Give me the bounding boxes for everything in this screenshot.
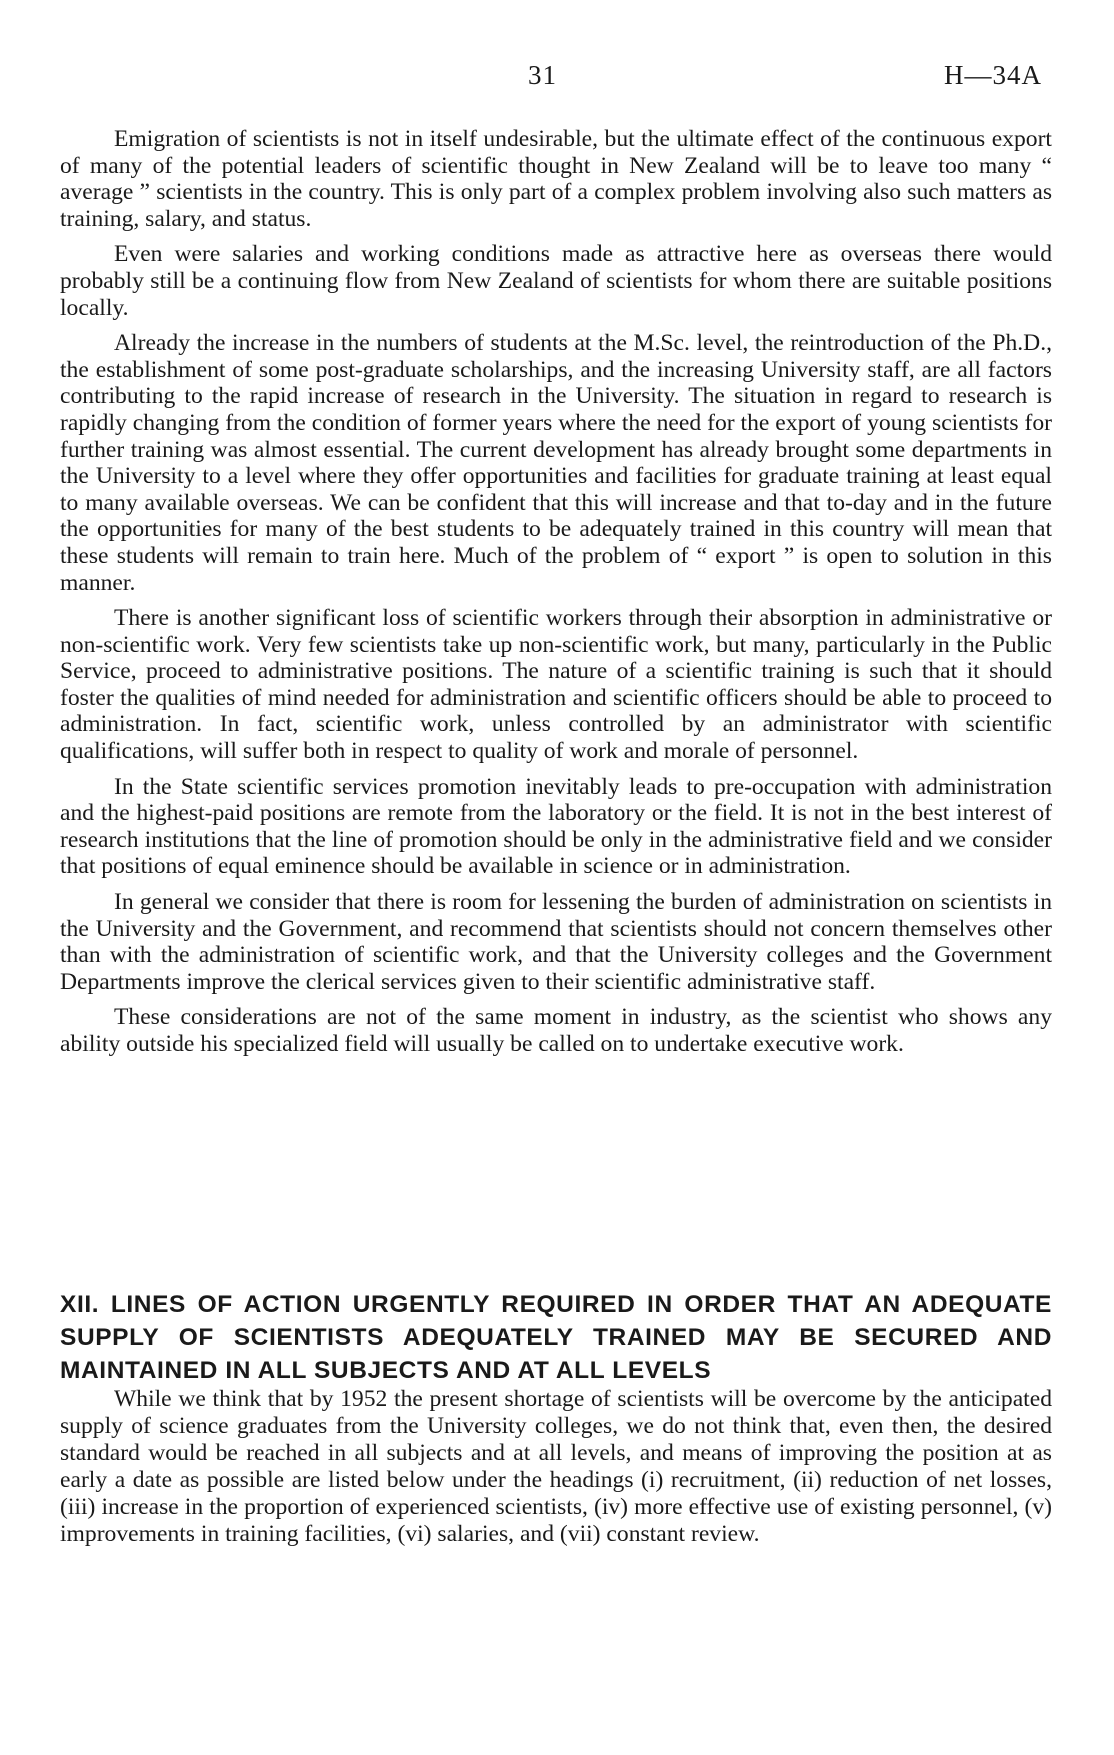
page-number: 31 xyxy=(528,60,557,90)
body-text xyxy=(60,126,1052,1067)
paragraph: In general we consider that there is room for lessening the burden of administration on scientists in the University and the Government, and recommend that scientists should not concern themselves other than with the administration of scientific work, and that the University colleges and the Government Departments improve the clerical services given to their scientific administrative staff. xyxy=(60,889,1052,995)
paragraph: There is another significant loss of scientific workers through their absorption in administrative or non-scientific work. Very few scientists take up non-scientific work, but many, particularly in the Public Service, proceed to administrative positions. The nature of a scientific training is such that it should foster the qualities of mind needed for administration and scientific officers should be able to proceed to administration. In fact, scientific work, unless controlled by an administrator with scientific qualifications, will suffer both in respect to quality of work and morale of personnel. xyxy=(60,605,1052,765)
section-body xyxy=(60,1386,1052,1557)
document-reference: H—34A xyxy=(944,60,1042,90)
paragraph: These considerations are not of the same moment in industry, as the scientist who shows any ability outside his specialized field will usually be called on to undertake executive work. xyxy=(60,1004,1052,1057)
paragraph: Even were salaries and working conditions made as attractive here as overseas there would probably still be a continuing flow from New Zealand of scientists for whom there are suitable positions locally. xyxy=(60,241,1052,321)
paragraph: Emigration of scientists is not in itself undesirable, but the ultimate effect of the continuous export of many of the potential leaders of scientific thought in New Zealand will be to leave too many “ average ” scientists in the country. This is only part of a complex problem involving also such matters as training, salary, and status. xyxy=(60,126,1052,232)
paragraph: In the State scientific services promotion inevitably leads to pre-occupation with administration and the highest-paid positions are remote from the laboratory or the field. It is not in the best interest of research institutions that the line of promotion should be only in the administrative field and we consider that positions of equal eminence should be available in science or in administration. xyxy=(60,773,1052,880)
paragraph: Already the increase in the numbers of students at the M.Sc. level, the reintroduction of the Ph.D., the establishment of some post-graduate scholarships, and the increasing University staff, are all factors contributing to the rapid increase of research in the University. The situation in regard to research is rapidly changing from the condition of former years where the need for the export of young scientists for further training was almost essential. The current development has already brought some departments in the University to a level where they offer opportunities and facilities for graduate training at least equal to many available overseas. We can be confident that this will increase and that to-day and in the future the opportunities for many of the best students to be adequately trained in this country will mean that these students will remain to train here. Much of the problem of “ export ” is open to solution in this manner. xyxy=(60,330,1052,596)
section-paragraph: While we think that by 1952 the present shortage of scientists will be overcome by the anticipated supply of science graduates from the University colleges, we do not think that, even then, the desired standard would be reached in all subjects and at all levels, and means of improving the position at as early a date as possible are listed below under the headings (i) recruitment, (ii) reduction of net losses, (iii) increase in the proportion of experienced scientists, (iv) more effective use of existing personnel, (v) improvements in training facilities, (vi) salaries, and (vii) constant review. xyxy=(60,1386,1052,1547)
section-heading: XII. LINES OF ACTION URGENTLY REQUIRED IN ORDER THAT AN ADEQUATE SUPPLY OF SCIENTISTS ADEQUATELY TRAINED MAY BE SECURED AND MAINTAINED IN ALL SUBJECTS AND AT ALL LEVELS xyxy=(60,1291,1052,1384)
